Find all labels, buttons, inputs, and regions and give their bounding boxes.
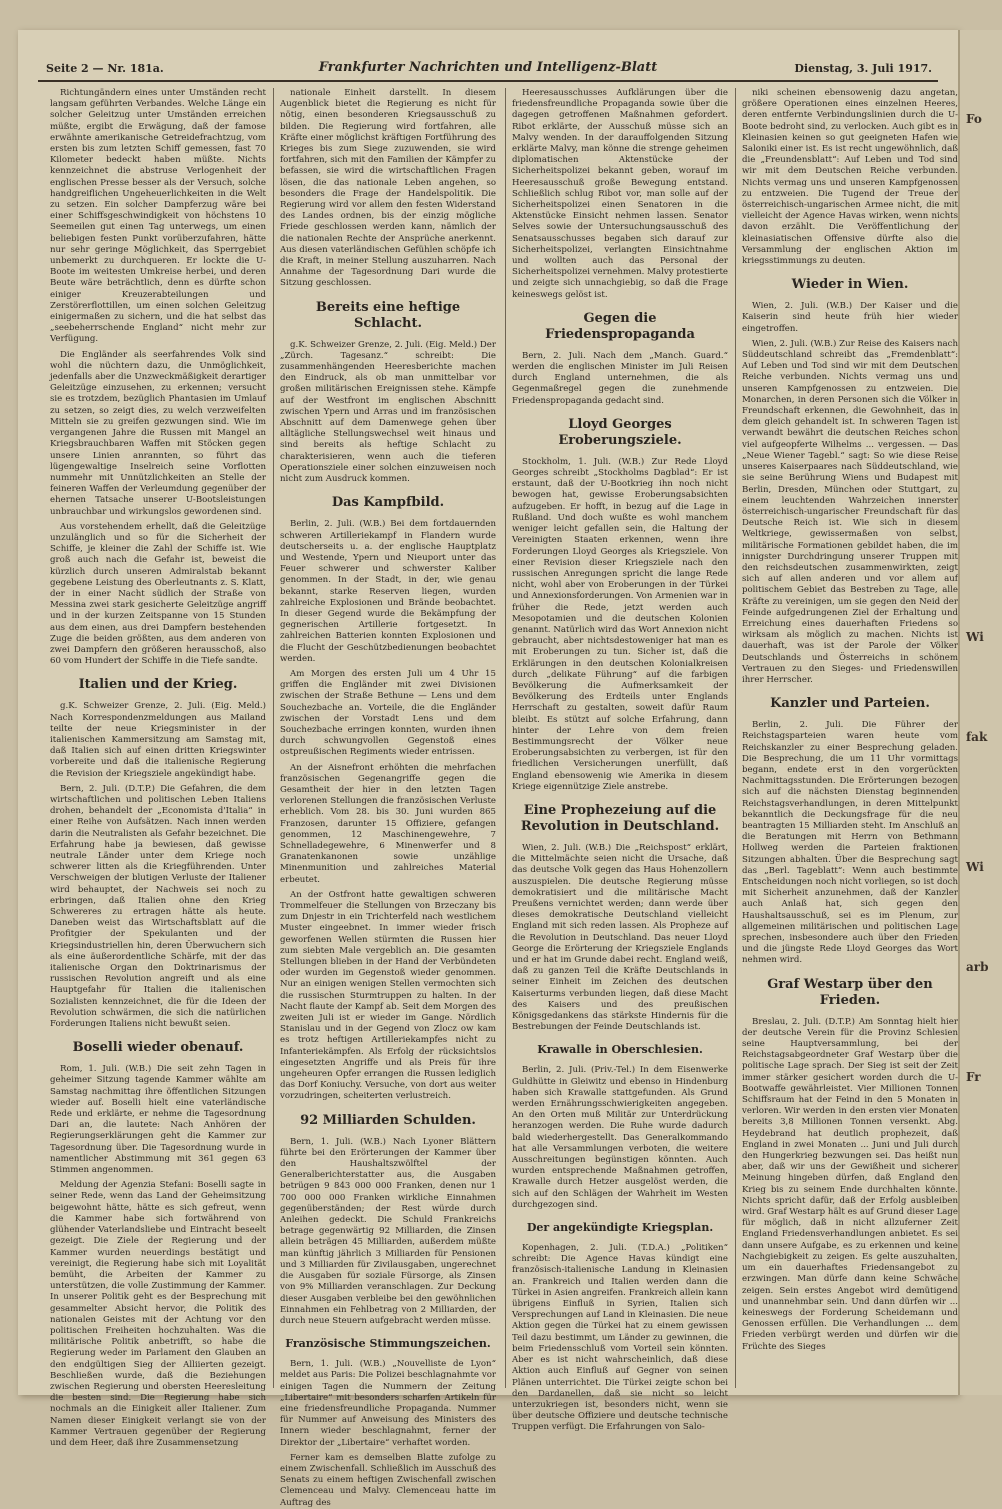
newspaper-page: [18, 30, 958, 1508]
edge-fragment: Wi: [966, 630, 984, 644]
headline-kriegsplan: Der angekündigte Kriegsplan.: [526, 1221, 714, 1235]
column-rule: [505, 88, 506, 1388]
article-paragraph: Berlin, 2. Juli. (Priv.-Tel.) In dem Eisenwerke Guldhütte in Gleiwitz und ebenso in Hindenburg haben sich Krawalle stattgefunden. Als Grund werden Ernährungsschwierigkeiten angegeben. An den Orten muß Militär zur Unterdrückung heranzogen werden. Die Ruhe wurde dadurch bald wiederhergestellt. Das Generalkommando hat alle Versammlungen verboten, die weitere Ausschreitungen begünstigen könnten. Auch wurden entsprechende Maßnahmen getroffen, Krawalle durch Hetzer ausgelöst werden, die sich auf den Schlägen der Wahrheit im Westen durchgezogen sind.: [512, 1065, 728, 1210]
headline-westarp: Graf Westarp über den Frieden.: [767, 976, 933, 1008]
headline-wieder-in-wien: Wieder in Wien.: [791, 277, 909, 293]
headline-kanzler-parteien: Kanzler und Parteien.: [770, 696, 930, 712]
article-paragraph: Bern, 1. Juli. (W.B.) Nach Lyoner Blättern führte bei den Erörterungen der Kammer über den Haushaltszwölftel der Generalberichterstatter aus, die Ausgaben betrügen 9 843 000 000 Franken, denen nur 1 700 000 000 Franken wirkliche Einnahmen gegenüberständen; der Rest würde durch Anleihen gedeckt. Die Schuld Frankreichs betrage gegenwärtig 92 Milliarden, die Zinsen allein beträgen 45 Milliarden, außerdem müßte man künftig jährlich 3 Milliarden für Pensionen und 3 Milliarden für Zivilausgaben, ungerechnet die Ausgaben für soziale Fürsorge, als Zinsen von 9% Milliarden veranschlagen. Zur Deckung dieser Ausgaben verbleibe bei den gewöhnlichen Einnahmen ein Fehlbetrag von 2 Milliarden, der durch neue Steuern aufgebracht werden müsse.: [280, 1136, 496, 1326]
article-paragraph: niki scheinen ebensowenig dazu angetan, größere Operationen eines einzelnen Heeres, deren entfernte Verbindungslinien durch die U-Boote bedroht sind, zu verlocken. Auch gibt es in Kleinasien keinen so gut geeigneten Hafen wie Saloniki einer ist. Es ist recht ungewöhnlich, daß die „Freundensblatt“: Auf Leben und Tod sind wir mit dem Deutschen Reiche verbunden. Nichts vermag uns und unseren Kampfgenossen zu entzweien. Die Tugend der Treue der österreichisch-ungarischen Armee nicht, die mit vielleicht der Agence Havas wirken, wenn nichts davon erzählt. Die Veröffentlichung der kleinasiatischen Offensive dürfte also die Versammlung der englischen Aktion im kriegsstimmungs zu deuten.: [742, 88, 958, 267]
headline-kampfbild: Das Kampfbild.: [331, 495, 445, 511]
column-rule: [735, 88, 736, 1388]
article-paragraph: Wien, 2. Juli. (W.B.) Zur Reise des Kaisers nach Süddeutschland schreibt das „Fremdenblatt“: Auf Leben und Tod sind wir mit dem Deutschen Reiche verbunden. Nichts vermag uns und unseren Kampfgenossen zu entzweien. Die Monarchen, in deren Personen sich die Völker in Freundschaft erkennen, die Gewohnheit, das in dem gleich gehandelt ist. In schweren Tagen ist verwandt bewährt die deutschen Reiches schon viel aufgeopferte Wilhelms ... vergessen. — Das „Neue Wiener Tagebl.“ sagt: So wie diese Reise unseres Kaiserpaares nach Süddeutschland, wie sie seine Berührung Wiens und Budapest mit Berlin, Dresden, München oder Stuttgart, zu einem leuchtenden Wahrzeichen innerster österreichisch-ungarischer Freundschaft für das Deutsche Reich ist. Wie sich in diesem Weltkriege, gewissermaßen von selbst, militärische Formationen gebildet haben, die im innigster Durchdringung unserer Truppen mit den reichsdeutschen zusammenwirkten, zeigt sich auf allen anderen und vor allem auf politischem Gebiet das Bestreben zu Tage, alle Kräfte zu vereinigen, um sie gegen den Neid der Feinde aufgedrungenen Ziel der Erhaltung und Erreichung eines dauerhaften Friedens so wirksam als möglich zu machen. Nichts ist dauerhaft, was ist der Parole der Völker Deutschlands und Österreichs in schönem Vertrauen zu den Sieges- und Friedenswillen ihrer Herrscher.: [742, 338, 958, 685]
issue-date: Dienstag, 3. Juli 1917.: [794, 62, 932, 75]
article-paragraph: Richtungändern eines unter Umständen recht langsam geführten Verbandes. Welche Länge ein solcher Geleitzug unter Umständen erreichen müßte, ergibt die Erwägung, daß der famose erwähnte amerikanische Getreidefrachtzug, vom ersten bis zum letzten Schiff gemessen, fast 70 Kilometer bedeckt haben müßte. Nichts kennzeichnet die abstruse Verlogenheit der englischen Presse besser als der Versuch, solche handgreiflichen Ungeheuerlichkeiten in die Welt zu setzen. Ein solcher Dampferzug wäre bei einer Schiffsgeschwindigkeit von höchstens 10 Seemeilen gut einen Tag unterwegs, um einen beliebigen festen Punkt vorüberzufahren, hätte nur sehr geringe Möglichkeit, das Sperrgebiet unbemerkt zu durchqueren. Er lockte die U-Boote im weitesten Umkreise herbei, und deren Beute wäre beträchtlich, denn es dürfte schon einiger Kreuzerabteilungen und Zerstörerflottillen, um einen solchen Geleitzug einigermaßen zu sichern, und die hat selbst das „seebeherrschende England“ nicht mehr zur Verfügung.: [50, 88, 266, 345]
masthead: [38, 58, 938, 82]
article-paragraph: g.K. Schweizer Grenze, 2. Juli. (Eig. Meld.) Nach Korrespondenzmeldungen aus Mailand teilte der neue Kriegsminister in der italienischen Kammersitzung am Samstag mit, daß Italien sich auf einen dritten Kriegswinter vorbereite und daß die italienische Regierung die Revision der Kriegsziele angekündigt habe.: [50, 701, 266, 779]
article-paragraph: Meldung der Agenzia Stefani: Boselli sagte in seiner Rede, wenn das Land der Geheimsitzung beigewohnt hätte, hätte es sich gefreut, wenn die Kammer habe sich fortwährend von glühender Vaterlandsliebe und Eintracht beseelt gezeigt. Die Ziele der Regierung und der Kammer wurden neuerdings bestätigt und vereinigt, die Regierung habe sich mit Loyalität bemüht, die Arbeiten der Kammer zu unterstützen, die volle Zustimmung der Kammer. In unserer Politik geht es der Besprechung mit gesammelter Absicht hervor, die Politik des nationalen Geistes mit der Achtung vor den politischen Freiheiten hochzuhalten. Was die militärische Politik anbetrifft, so habe die Regierung weder im Parlament den Glauben an den endgültigen Sieg der Alliierten gezeigt. Beschließen wurde, daß die Beziehungen zwischen Regierung und obersten Heeresleitung die besten sind. Die Regierung habe sich nochmals an die Einigkeit aller Italiener. Zum Namen dieser Einigkeit verlangt sie von der Kammer Vertrauen gegenüber der Regierung und dem Heer, daß ihre Zusammensetzung: [50, 1180, 266, 1448]
newspaper-title: Frankfurter Nachrichten und Intelligenz-Blatt: [318, 60, 658, 75]
article-paragraph: Bern, 2. Juli. (D.T.P.) Die Gefahren, die dem wirtschaftlichen und politischen Leben Italiens drohen, behandelt der „Economista d'Italia“ in einer Reihe von Aufsätzen. Nach innen werden darin die Neutralisten als Gefahr bezeichnet. Die Erfahrung habe ja bewiesen, daß gewisse neutrale Länder unter dem Kriege noch schwerer litten als die Kriegführenden. Unter Verschweigen der blutigen Verluste der Italiener wird behauptet, der Nachweis sei noch zu erbringen, daß Italien ohne den Krieg Schwereres zu ertragen hätte als heute. Daneben weist das Wirtschaftsblatt auf die Profitgier der Spekulanten und der Kriegsindustriellen hin, deren Überwuchern sich als eine äußerordentliche Schärfe, mit der das italienische Organ den Doktrinarismus der russischen Revolution angreift und als eine Hauptgefahr für Italien die italienischen Sozialisten kennzeichnet, die für die Ideen der Revolution schwärmen, die sich die natürlichen Forderungen Italiens nicht bewußt seien.: [50, 783, 266, 1030]
article-paragraph: Breslau, 2. Juli. (D.T.P.) Am Sonntag hielt hier der deutsche Verein für die Provinz Schlesien seine Hauptversammlung, bei der Reichstagsabgeordneter Graf Westarp über die politische Lage sprach. Der Sieg ist seit der Zeit immer stärker gesichert worden durch die U-Bootwaffe gewährleistet. Vier Millionen Tonnen Schiffsraum hat der Feind in den 5 Monaten in verloren. Wir werden in den ersten vier Monaten bereits 3,8 Millionen Tonnen versenkt. Abg. Heydebrand hat deutlich prophezeit, daß England in zwei Monaten ... Juni und Juli durch den Hungerkrieg bezwungen sei. Das heißt nun aber, daß wir uns der Gewißheit und sicherer Meinung hingeben dürfen, daß England den Krieg bis zu seinem Ende durchhalten könnte. Nichts spricht dafür, daß der Erfolg ausbleiben wird. Graf Westarp hält es auf Grund dieser Lage für möglich, daß in nicht allzuferner Zeit England Friedensverhandlungen anbietet. Es sei dann unsere Aufgabe, es zu erkennen und keine Nachgiebigkeit zu zeigen. Es gelte auszuhalten, um ein dauerhaftes Friedensangebot zu erzwingen. Man dürfe dann keine Schwäche zeigen. Sein erstes Angebot wird demütigend und unannehmbar sein. Und dann dürfen wir ... keineswegs der Forderung Scheidemann und Genossen erfüllen. Die Verhandlungen ... dem Frieden verbürgt werden und dürfen wir die Früchte des Sieges: [742, 1016, 958, 1352]
article-paragraph: Kopenhagen, 2. Juli. (T.D.A.) „Politiken“ schreibt: Die Agence Havas kündigt eine französisch-italienische Landung in Kleinasien an. Frankreich und Italien werden dann die Türkei in Asien angreifen. Frankreich allein kann übrigens Einfluß in Syrien, Italien sich Versprechungen auf Land in Kleinasien. Die neue Aktion gegen die Türkei hat zu einem gewissen Teil dazu bestimmt, um Länder zu gewinnen, die beim Friedensschluß vom Vorteil sein könnten. Aber es ist nicht wahrscheinlich, daß diese Aktion auch Einfluß auf Gegner von seinen Plänen unterrichtet. Die Türkei zeigte schon bei den Dardanellen, daß sie nicht so leicht unterzukriegen ist, besonders nicht, wenn sie über deutsche Offiziere und deutsche technische Truppen verfügt. Die Erfahrungen von Salo-: [512, 1243, 728, 1433]
article-paragraph: Aus vorstehendem erhellt, daß die Geleitzüge unzulänglich und so für die Sicherheit der Schiffe, je kleiner die Zahl der Schiffe ist. Wie groß auch nach die Gefahr ist, beweist die kürzlich durch unseren Admiralstab bekannt gegebene Leistung des Oberleutnants z. S. Klatt, der in einer Nacht südlich der Straße von Messina zwei stark gesicherte Geleitzüge angriff und in der kurzen Zeitspanne von 15 Stunden aus dem einen, aus drei Dampfern bestehenden Zuge die beiden größten, aus dem anderen von zwei Dampfern den größeren herausschoß, also 60 vom Hundert der Schiffe in die Tiefe sandte.: [50, 521, 266, 667]
article-paragraph: Ferner kam es demselben Blatte zufolge zu einem Zwischenfall. Schließlich im Ausschuß des Senats zu einem heftigen Zwischenfall zwischen Clemenceau und Malvy. Clemenceau hatte im Auftrag des: [280, 1452, 496, 1508]
headline-lloyd-george: Lloyd Georges Eroberungsziele.: [558, 416, 682, 448]
column-rule: [273, 88, 274, 1388]
headline-boselli: Boselli wieder obenauf.: [72, 1040, 244, 1056]
headline-friedenspropaganda: Gegen die Friedenspropaganda: [545, 310, 695, 342]
article-paragraph: Wien, 2. Juli. (W.B.) Der Kaiser und die Kaiserin sind heute früh hier wieder eingetroffen.: [742, 301, 958, 334]
article-paragraph: Berlin, 2. Juli. (W.B.) Bei dem fortdauernden schweren Artilleriekampf in Flandern wurde deutscherseits u. a. der englische Hauptplatz und Westende, Ypern und Nieuport unter das Feuer schwerer und schwerster Kaliber genommen. In der Stadt, in der, wie genau bekannt, starke Reserven liegen, wurden zahlreiche Explosionen und Brände beobachtet. In dieser Gegend wurde die Bekämpfung der gegnerischen Artillerie fortgesetzt. In zahlreichen Batterien konnten Explosionen und die Flucht der Geschützbedienungen beobachtet werden.: [280, 519, 496, 664]
headline-heftige-schlacht: Bereits eine heftige Schlacht.: [315, 299, 461, 331]
edge-fragment: Fr: [966, 1070, 981, 1084]
column-1: [50, 88, 266, 1448]
column-2: [280, 88, 496, 1508]
article-paragraph: An der Ostfront hatte gewaltigen schweren Trommelfeuer die Stellungen von Brzeczany bis zum Dnjestr in ein Trichterfeld nach westlichem Muster eingeebnet. In immer wieder frisch geworfenen Wellen stürmten die Russen hier zum siebten Male vergeblich an. Die gesamten Stellungen blieben in der Hand der Verbündeten oder wurden im Gegenstoß wieder genommen. Nur an einigen wenigen Stellen vermochten sich die russischen Sturmtruppen zu halten. In der Nacht flaute der Kampf ab. Seit dem Morgen des zweiten Juli ist er wieder im Gange. Nördlich Stanislau und in der Gegend von Zlocz ow kam es trotz heftigen Artilleriekampfes nicht zu Infanteriekämpfen. Als Erfolg der rücksichtslos eingesetzten Angriffe und als Preis für ihre ungeheuren Opfer errangen die Russen lediglich das Dorf Koniuchy. Versuche, von dort aus weiter vorzudringen, scheiterten verlustreich.: [280, 889, 496, 1102]
article-paragraph: Am Morgen des ersten Juli um 4 Uhr 15 griffen die Engländer mit zwei Divisionen zwischen der Straße Bethune — Lens und dem Souchezbache an. Vorteile, die die Engländer zwischen der Vorstadt Lens und dem Souchezbache erringen konnten, wurden ihnen durch schwungvollen Gegenstoß eines ostpreußischen Regiments wieder entrissen.: [280, 668, 496, 758]
column-3: [512, 88, 728, 1433]
headline-92-milliarden: 92 Milliarden Schulden.: [300, 1112, 476, 1128]
article-paragraph: Bern, 2. Juli. Nach dem „Manch. Guard.“ werden die englischen Minister im Juli Reisen durch England unternehmen, die als Gegenmaßregel gegen die zunehmende Friedenspropaganda gedacht sind.: [512, 350, 728, 406]
headline-stimmungszeichen: Französische Stimmungszeichen.: [285, 1337, 491, 1351]
headline-krawalle: Krawalle in Oberschlesien.: [537, 1043, 703, 1057]
edge-fragment: Wi: [966, 860, 984, 874]
page-number: Seite 2 — Nr. 181a.: [46, 62, 164, 75]
edge-fragment: Fo: [966, 112, 982, 126]
article-paragraph: Bern, 1. Juli. (W.B.) „Nouvelliste de Lyon“ meldet aus Paris: Die Polizei beschlagnahmte vor einigen Tagen die Nummern der Zeitung „Libertaire“ mit besonders scharfen Artikeln für eine friedensfreundliche Propaganda. Nummer für Nummer auf Anweisung des Ministers des Innern wieder beschlagnahmt, ferner der Direktor der „Libertaire“ verhaftet worden.: [280, 1359, 496, 1448]
article-paragraph: Wien, 2. Juli. (W.B.) Die „Reichspost“ erklärt, die Mittelmächte seien nicht die Ursache, daß das deutsche Volk gegen das Haus Hohenzollern auszuspielen. Die deutsche Regierung müsse demokratisiert und die militärische Macht Preußens vernichtet werden; dann werde über dieses demokratische Deutschland vielleicht England mit sich reden lassen. Als Propheze auf die Revolution in Deutschland. Das neuer Lloyd George die Erörterung der Kriegsziele Englands und er hat im Grunde dabei recht. England weiß, daß zu ganzen Teil die Kräfte Deutschlands in seiner Einheit im Zeichen des deutschen Kaiserturms verbunden liegen, daß diese Macht des Kaisers und des preußischen Königsgedankens das stärkste Hindernis für die Bestrebungen der Feinde Deutschlands ist.: [512, 842, 728, 1033]
headline-revolution: Eine Prophezeiung auf die Revolution in Deutschland.: [520, 802, 720, 834]
article-paragraph: Die Engländer als seerfahrendes Volk sind wohl die nüchtern dazu, die Unmöglichkeit, jedenfalls aber die Unzweckmäßigkeit derartiger Geleitzüge einzusehen, zu erkennen; versucht sie es trotzdem, bezüglich Phantasien im Umlauf zu setzen, so zeigt dies, zu welch verzweifelten Mitteln sie zu greifen gezwungen sind. Wie im vergangenen Jahre die Russen mit Mangel an Kriegsbrauchbaren Waffen mit Stöcken gegen unsere Linien anrannten, so führt das lügengewaltige Inselreich seine Vorflotten nummehr mit Unnützlichkeiten an Stelle der feineren Waffen der Verleumdung gegenüber der ehernen Tatsache unserer U-Bootsleistungen unbrauchbar und wirkungslos gewordenen sind.: [50, 349, 266, 517]
edge-fragment: fak: [966, 730, 988, 744]
headline-italien-krieg: Italien und der Krieg.: [78, 677, 238, 693]
article-paragraph: Rom, 1. Juli. (W.B.) Die seit zehn Tagen in geheimer Sitzung tagende Kammer wählte am Samstag nachmittag ihre öffentlichen Sitzungen wieder auf. Boselli hielt eine vaterländische Rede und erklärte, er nehme die Tagesordnung Dari an, die lautete: Nach Anhören der Regierungserklärungen geht die Kammer zur Tagesordnung über. Die Tagesordnung wurde in namentlicher Abstimmung mit 361 gegen 63 Stimmen angenommen.: [50, 1064, 266, 1176]
column-4: [742, 88, 958, 1388]
article-paragraph: Stockholm, 1. Juli. (W.B.) Zur Rede Lloyd Georges schreibt „Stockholms Dagblad“: Er ist erstaunt, daß der U-Bootkrieg ihn noch nicht bewogen hat, gewisse Eroberungsabsichten aufzugeben. Er hofft, in bezug auf die Lage in Rußland. Und doch wußte es wohl manchem weniger leicht gefallen sein, die Haltung der Vereinigten Staaten erkennen, wenn ihre Forderungen Lloyd Georges als Kriegsziele. Von einer Revision dieser Kriegsziele nach den russischen Anregungen spricht die lange Rede nicht, wohl aber von Eroberungen in der Türkei und Annexionsforderungen. Von Armenien war in früher die Rede, jetzt werden auch Mesopotamien und die deutschen Kolonien genannt. Natürlich wird das Wort Annexion nicht gebraucht, aber nichtsdestoweniger hat man es mit Eroberungen zu tun. Sicher ist, daß die Erklärungen in den deutschen Kolonialkreisen durch „delikate Führung“ auf die farbigen Bevölkerung die Aufmerksamkeit der Bevölkerung des Erdteils unter Englands Herrschaft zu gestalten, soweit dafür Raum bleibt. Es stützt auf solche Erfahrung, dann hinter der Lehre von dem freien Bestimmungsrecht der Völker neue Eroberungsabsichten zu verbergen, ist für den friedlichen Versicherungen unerfüllt, daß England ebensowenig wie Amerika in diesem Kriege eigennützige Ziele anstrebe.: [512, 456, 728, 792]
edge-fragment: arb: [966, 960, 989, 974]
article-paragraph: Berlin, 2. Juli. Die Führer der Reichstagsparteien waren heute vom Reichskanzler zu einer Besprechung geladen. Die Besprechung, die um 11 Uhr vormittags begann, endete erst in den vorgerückten Nachmittagsstunden. Die Erörterungen bezogen sich auf die nächsten Dienstag beginnenden Reichstagsverhandlungen, in deren Mittelpunkt bekanntlich die Deckungsfrage für die neu beantragten 15 Milliarden steht. Im Anschluß an die Beratungen mit Herrn von Bethmann Hollweg werden die Parteien fraktionen Sitzungen abhalten. Über die Besprechung sagt das „Berl. Tageblatt“: Wenn auch bestimmte Entscheidungen noch nicht vorliegen, so ist doch mit Sicherheit anzunehmen, daß der Kanzler auch Anlaß hat, sich gegen den Haushaltsausschuß, sei es im Plenum, zur allgemeinen militärischen und politischen Lage sprechen, insbesondere auch über den Frieden und die jüngste Rede Lloyd Georges das Wort nehmen wird.: [742, 720, 958, 966]
article-paragraph: Heeresausschusses Aufklärungen über die friedensfreundliche Propaganda sowie über die dagegen getroffenen Maßnahmen gefordert. Ribot erklärte, der Ausschuß müsse sich an Malvy wenden. In der darauffolgenden Sitzung erklärte Malvy, man könne die strenge geheimen diplomatischen Aktenstücke der Sicherheitspolizei bekannt geben, worauf im Heeresausschuß große Bewegung entstand. Schließlich schlug Ribot vor, man solle auf der Sicherheitspolizei einen Senatoren in die Aktenstücke Einsicht nehmen lassen. Senator Selves sowie der Untersuchungsausschuß des Senatsausschusses begaben sich darauf zur Sicherheitspolizei, verlangten Einsichtnahme und wollten auch das Personal der Sicherheitspolizei vernehmen. Malvy protestierte und zeigte sich unnachgiebig, so daß die Frage keineswegs gelöst ist.: [512, 88, 728, 300]
adjacent-page-edge: [958, 30, 1002, 1395]
article-paragraph: An der Aisnefront erhöhten die mehrfachen französischen Gegenangriffe gegen die Gesamtheit der hier in den letzten Tagen verlorenen Stellungen die französischen Verluste erheblich. Vom 28. bis 30. Juni wurden 865 Franzosen, darunter 15 Offiziere, gefangen genommen, 12 Maschinengewehre, 7 Schnelladegewehre, 6 Minenwerfer und 8 Granatenkanonen sowie unzählige Minenmunition und zahlreiches Material erbeutet.: [280, 762, 496, 885]
article-paragraph: g.K. Schweizer Grenze, 2. Juli. (Eig. Meld.) Der „Zürch. Tagesanz.“ schreibt: Die zusammenhängenden Heeresberichte machen den Eindruck, als ob man unmittelbar vor großen militärischen Ereignissen stehe. Kämpfe auf der Westfront im englischen Abschnitt zwischen Ypern und Arras und im französischen Abschnitt auf dem Damenwege gehen über alltägliche Stellungswechsel weit hinaus und sind bereits als heftige Schlacht zu charakterisieren, wenn auch die tieferen Operationsziele einer solchen einzuweisen noch nicht zum Ausdruck kommen.: [280, 339, 496, 485]
article-paragraph: nationale Einheit darstellt. In diesem Augenblick bietet die Regierung es nicht für nötig, einen besonderen Kriegsausschuß zu bilden. Die Regierung wird fortfahren, alle Kräfte einer möglichst kräftigen Fortführung des Krieges bis zum Siege zuzuwenden, sie wird fortfahren, sich mit den Familien der Kämpfer zu befassen, sie wird die wirtschaftlichen Fragen lösen, die das nationale Leben angehen, so besonders die Frage der Handelspolitik. Die Regierung wird vor allem den festen Widerstand des Landes ordnen, bis der einzig mögliche Friede geschlossen werden kann, nämlich der die nationalen Rechte der Ansprüche anerkennt. Aus diesen vaterländischen Gefühlen schöpfe ich die Kraft, in meiner Stellung auszuharren. Nach Annahme der Tagesordnung Dari wurde die Sitzung geschlossen.: [280, 88, 496, 289]
